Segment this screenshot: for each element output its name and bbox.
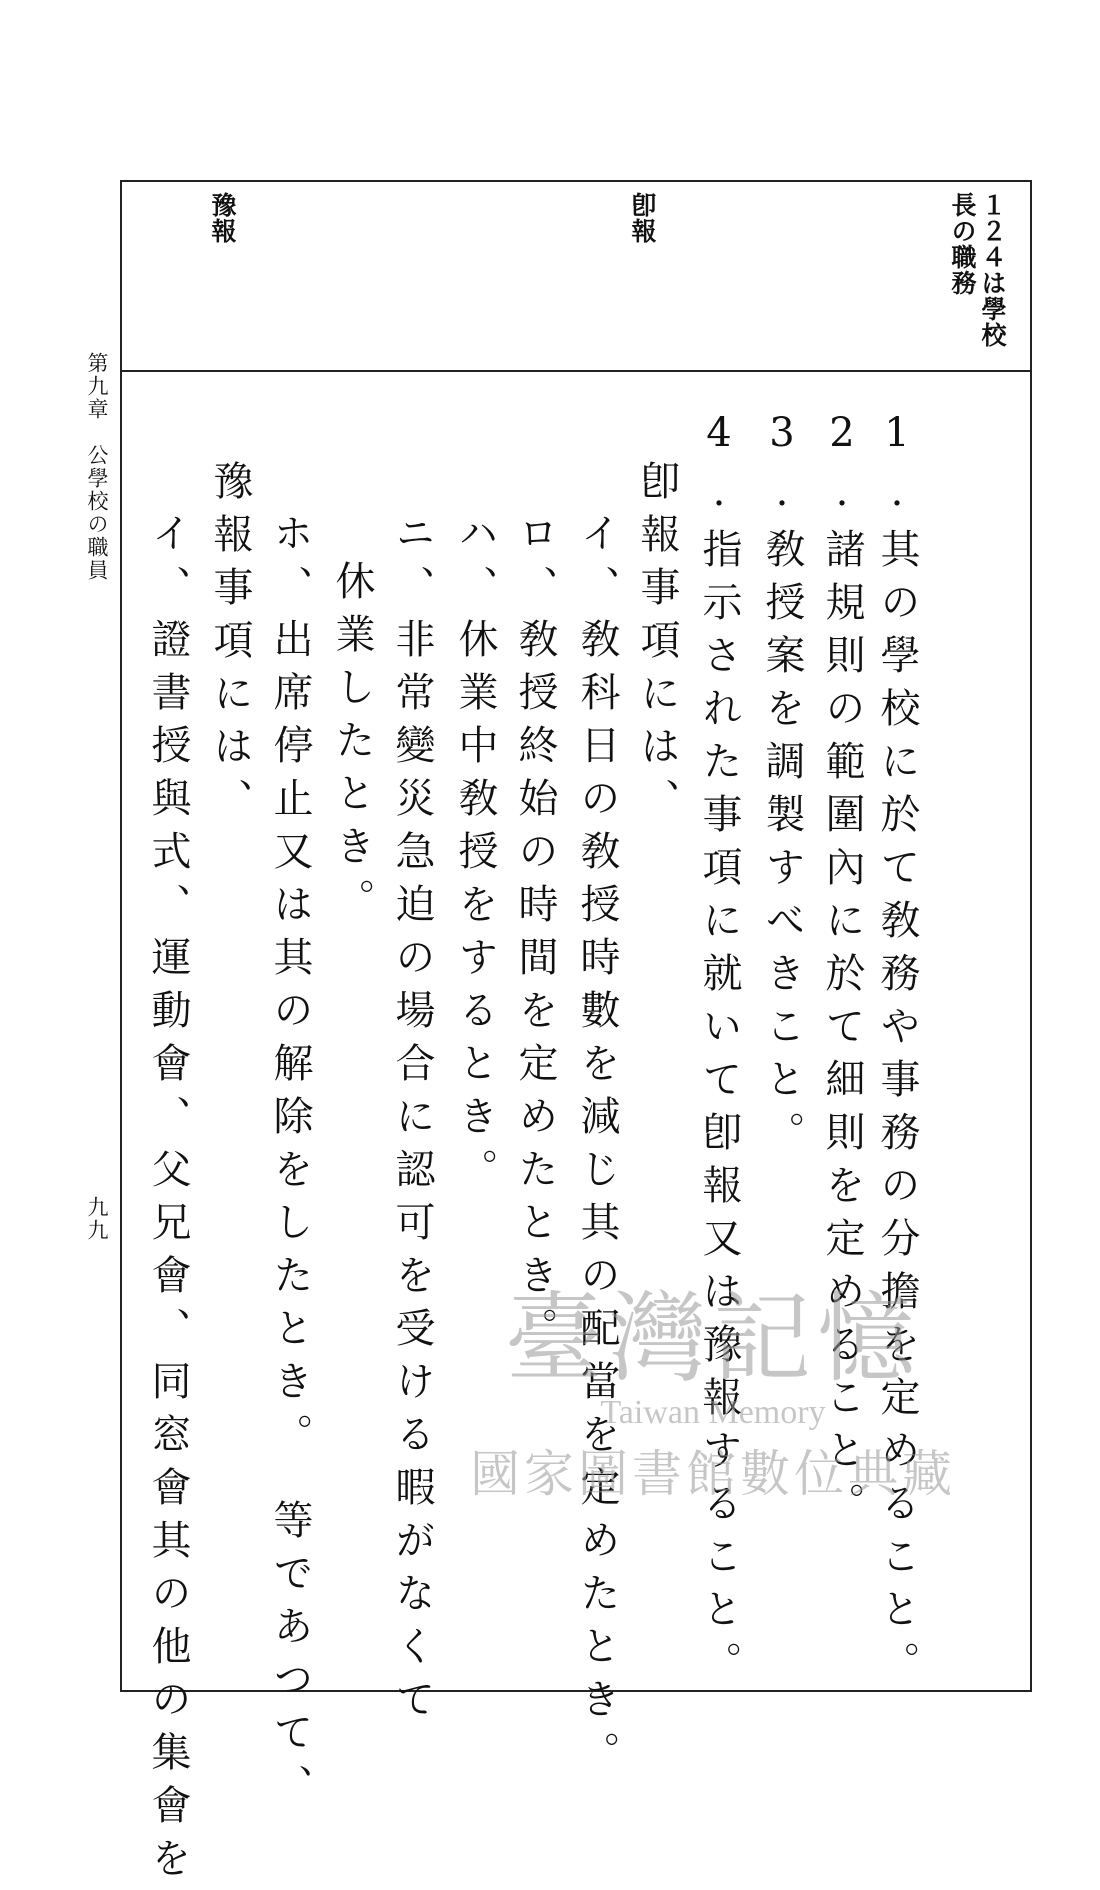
header-note-immediate-report: 卽報 (628, 192, 657, 244)
body-column: ハ、休業中敎授をするとき。 (452, 512, 498, 1201)
header-note-duties-line2: 長の職務 (948, 192, 977, 296)
body-column: ニ、非常變災急迫の場合に認可を受ける暇がなくて (389, 512, 435, 1731)
watermark-title: 臺灣記憶 (504, 1282, 921, 1396)
running-head: 第九章 公學校の職員 (85, 352, 109, 582)
watermark-english: Taiwan Memory (600, 1394, 826, 1431)
header-note-duties-line1: １２４は學校 (978, 192, 1007, 348)
body-column: 2.諸規則の範圍內に於て細則を定めること。 (819, 410, 865, 1535)
body-column: 1.其の學校に於て敎務や事務の分擔を定めること。 (874, 410, 920, 1694)
library-watermark (470, 1282, 956, 1506)
body-column: 卽報事項には、 (634, 460, 680, 831)
body-column: 休業したとき。 (329, 560, 375, 931)
body-column: 3.敎授案を調製すべきこと。 (759, 410, 805, 1164)
header-divider (122, 370, 1030, 372)
body-column: ロ、敎授終始の時間を定めたとき。 (512, 512, 558, 1360)
header-note-advance-report: 豫報 (208, 192, 237, 244)
page-number: 九九 (85, 1196, 109, 1242)
body-column: イ、證書授與式、運動會、父兄會、同窓會其の他の集會を (145, 512, 191, 1890)
watermark-subtitle: 國家圖書館數位典藏 (470, 1445, 956, 1503)
body-column: イ、敎科日の敎授時數を減じ其の配當を定めたとき。 (574, 512, 620, 1784)
body-column: 豫報事項には、 (207, 460, 253, 831)
body-column: 4.指示された事項に就いて卽報又は豫報すること。 (696, 410, 742, 1694)
body-column: ホ、出席停止又は其の解除をしたとき。 等であつて、 (267, 512, 313, 1817)
